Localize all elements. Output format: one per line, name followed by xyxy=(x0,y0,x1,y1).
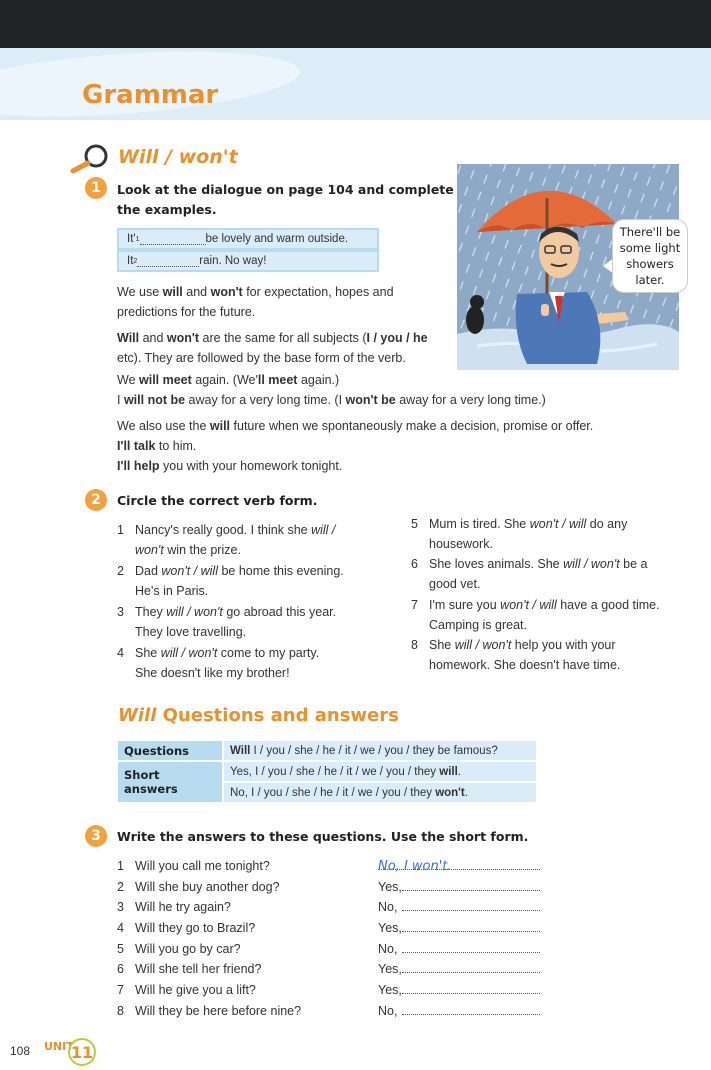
item-number: 4 xyxy=(117,646,124,660)
list-item xyxy=(117,980,547,1001)
answer-field[interactable] xyxy=(402,980,540,994)
bold-text: won't xyxy=(435,786,465,799)
text: I'm sure you xyxy=(429,598,501,612)
text: We also use the xyxy=(117,419,210,433)
text-line xyxy=(411,595,701,615)
short-answers-label: Short answers xyxy=(117,761,223,803)
text: do any xyxy=(586,517,628,531)
item-number: 1 xyxy=(117,523,124,537)
bold-text: Will xyxy=(117,331,140,345)
text-line xyxy=(117,456,593,476)
exercise-2-item xyxy=(117,602,407,642)
exercise-2-item xyxy=(411,595,701,635)
text: They xyxy=(135,605,167,619)
example-box-2 xyxy=(117,250,379,272)
speech-bubble: There'll be some light showers later. xyxy=(612,219,688,293)
text-line xyxy=(117,520,407,540)
text-line xyxy=(411,554,701,574)
no-answer-cell xyxy=(223,782,537,803)
text-line: good vet. xyxy=(429,577,481,591)
text: away for a very long time. (I xyxy=(185,393,346,407)
example-superscript: 2 xyxy=(133,257,138,265)
list-item xyxy=(117,856,547,877)
bold-text: I'll talk xyxy=(117,439,156,453)
item-number: 7 xyxy=(117,983,124,998)
bold-text: will meet xyxy=(139,373,192,387)
list-item xyxy=(117,877,547,898)
text: go abroad this year. xyxy=(222,605,337,619)
bold-text: will xyxy=(162,285,183,299)
text: come to my party. xyxy=(217,646,320,660)
exercise-2-item xyxy=(411,514,701,554)
text: be home this evening. xyxy=(217,564,344,578)
item-number: 4 xyxy=(117,921,124,936)
answer-field[interactable] xyxy=(402,1001,540,1015)
exercise-2-instruction: Circle the correct verb form. xyxy=(117,493,318,508)
text: be a xyxy=(619,557,648,571)
bold-text: will not be xyxy=(123,393,186,407)
text: you with your homework tonight. xyxy=(159,459,343,473)
list-item xyxy=(117,939,547,960)
answer-field[interactable] xyxy=(402,959,540,973)
example-prefix: It xyxy=(127,255,134,267)
exercise-1-instruction xyxy=(117,180,454,220)
text: for expectation, hopes and xyxy=(242,285,394,299)
text-line: Camping is great. xyxy=(429,618,527,632)
unit-label: UNIT xyxy=(44,1040,74,1053)
handwritten-answer: No, I won't. xyxy=(378,859,452,874)
top-dark-bar xyxy=(0,0,711,48)
list-item xyxy=(117,918,547,939)
verb-choice[interactable]: won't / will xyxy=(529,517,587,531)
question-text: Will you go by car? xyxy=(135,941,241,956)
question-text: Will you call me tonight? xyxy=(135,859,270,873)
unit-number: 11 xyxy=(68,1038,96,1066)
questions-label: Questions xyxy=(117,740,223,761)
text-line: predictions for the future. xyxy=(117,305,256,319)
text-line xyxy=(117,436,593,456)
yes-answer-cell xyxy=(223,761,537,782)
bold-text: will xyxy=(209,419,231,433)
text-line xyxy=(117,390,546,410)
question-text: Will he try again? xyxy=(135,900,231,915)
answer-field[interactable] xyxy=(402,877,540,891)
explanation-para-1 xyxy=(117,282,457,322)
text: and xyxy=(182,285,211,299)
question-text: Will they be here before nine? xyxy=(135,1003,302,1018)
text: Nancy's really good. I think she xyxy=(135,523,312,537)
text-line xyxy=(117,602,407,622)
question-text: Will she buy another dog? xyxy=(135,879,280,894)
item-number: 8 xyxy=(411,638,418,652)
text: help you with your xyxy=(511,638,616,652)
exercise-number-3: 3 xyxy=(85,825,107,847)
item-number: 6 xyxy=(117,962,124,977)
verb-choice[interactable]: won't / will xyxy=(161,564,218,578)
text: away for a very long time.) xyxy=(395,393,546,407)
answer-blank[interactable] xyxy=(137,255,199,267)
item-number: 3 xyxy=(117,900,124,915)
bold-text: ll meet xyxy=(257,373,298,387)
section-title-will-wont: Will / won't xyxy=(118,146,238,168)
text: again. (We' xyxy=(191,373,258,387)
text-line: housework. xyxy=(429,537,493,551)
text: . xyxy=(457,765,461,778)
answer-prefix: No, xyxy=(378,900,398,915)
verb-choice[interactable]: will / won't xyxy=(160,646,218,660)
text-line: They love travelling. xyxy=(135,625,247,639)
text: future when we spontaneously make a decision, promise or offer. xyxy=(230,419,594,433)
magnifier-icon xyxy=(70,143,110,175)
text: She loves animals. She xyxy=(429,557,564,571)
text-line xyxy=(117,370,546,390)
answer-prefix: Yes, xyxy=(378,921,402,936)
title-rest: Questions and answers xyxy=(156,705,399,726)
answer-prefix: Yes, xyxy=(378,962,402,977)
example-suffix: be lovely and warm outside. xyxy=(205,233,349,245)
bold-text: won't xyxy=(210,285,243,299)
answer-prefix: No, xyxy=(378,1003,398,1018)
answer-field[interactable] xyxy=(402,897,540,911)
text: are the same for all subjects ( xyxy=(199,331,367,345)
text-line xyxy=(117,328,457,348)
verb-choice[interactable]: won't / will xyxy=(500,598,557,612)
explanation-para-2 xyxy=(117,328,457,368)
example-prefix: It' xyxy=(127,233,136,245)
exercise-2-item xyxy=(117,520,407,560)
table-row xyxy=(117,740,537,761)
question-text: Will they go to Brazil? xyxy=(135,921,256,936)
bold-text: won't be xyxy=(345,393,396,407)
title-italic: Will xyxy=(118,705,157,726)
text-line: homework. She doesn't have time. xyxy=(429,658,621,672)
text: again.) xyxy=(297,373,340,387)
bold-text: will xyxy=(439,765,458,778)
exercise-number-1: 1 xyxy=(85,177,107,199)
answer-prefix: Yes, xyxy=(378,983,402,998)
answer-field[interactable] xyxy=(402,918,540,932)
bold-text: I / you / he xyxy=(366,331,428,345)
item-number: 6 xyxy=(411,557,418,571)
text: I / you / she / he / it / we / you / they be famous? xyxy=(250,744,498,757)
explanation-para-3 xyxy=(117,416,593,476)
instruction-line: Look at the dialogue on page 104 and complete xyxy=(117,182,454,197)
item-number: 5 xyxy=(117,941,124,956)
text-line xyxy=(117,561,407,581)
list-item xyxy=(117,1001,547,1022)
text: . xyxy=(464,786,468,799)
text-line xyxy=(117,540,407,560)
exercise-2-item xyxy=(411,554,701,594)
verb-choice[interactable]: won't xyxy=(135,543,164,557)
text: We use xyxy=(117,285,163,299)
item-number: 5 xyxy=(411,517,418,531)
explanation-examples xyxy=(117,370,546,410)
item-number: 8 xyxy=(117,1003,124,1018)
exercise-3-list xyxy=(117,856,547,1022)
bold-text: won't xyxy=(166,331,200,345)
item-number: 3 xyxy=(117,605,124,619)
text: We xyxy=(117,373,139,387)
text-line: He's in Paris. xyxy=(135,584,209,598)
text: No, I / you / she / he / it / we / you / they xyxy=(230,786,436,799)
item-number: 7 xyxy=(411,598,418,612)
verb-choice[interactable]: will / won't xyxy=(454,638,512,652)
text-line xyxy=(117,643,407,663)
text-line xyxy=(117,282,457,302)
answer-field[interactable] xyxy=(378,856,540,874)
verb-choice[interactable]: will / xyxy=(311,523,336,537)
exercise-2-item xyxy=(117,643,407,683)
text-line xyxy=(117,416,593,436)
example-suffix: rain. No way! xyxy=(199,255,267,267)
item-number: 2 xyxy=(117,564,124,578)
text: win the prize. xyxy=(163,543,241,557)
exercise-3-instruction: Write the answers to these questions. Use the short form. xyxy=(117,829,529,844)
answer-prefix: No, xyxy=(378,941,398,956)
qa-section-title xyxy=(118,705,399,726)
bold-text: Will xyxy=(230,744,251,757)
questions-cell xyxy=(223,740,537,761)
table-row xyxy=(117,761,537,782)
text: Dad xyxy=(135,564,162,578)
bold-text: I'll help xyxy=(117,459,160,473)
text-line xyxy=(411,635,701,655)
verb-choice[interactable]: will / won't xyxy=(563,557,620,571)
text: She xyxy=(135,646,161,660)
list-item xyxy=(117,897,547,918)
text: Mum is tired. She xyxy=(429,517,530,531)
verb-choice[interactable]: will / won't xyxy=(166,605,223,619)
text: I xyxy=(117,393,124,407)
text-line: etc). They are followed by the base form of the verb. xyxy=(117,351,406,365)
text: She xyxy=(429,638,455,652)
item-number: 2 xyxy=(117,879,124,894)
question-text: Will she tell her friend? xyxy=(135,962,262,977)
example-superscript: 1 xyxy=(135,235,140,243)
text: have a good time. xyxy=(556,598,660,612)
answer-field[interactable] xyxy=(402,939,540,953)
example-box-1 xyxy=(117,228,379,250)
page-title: Grammar xyxy=(82,80,219,110)
page-number: 108 xyxy=(10,1044,31,1058)
text: to him. xyxy=(155,439,197,453)
exercise-2-item xyxy=(411,635,701,675)
text: and xyxy=(139,331,167,345)
instruction-line: the examples. xyxy=(117,202,217,217)
answer-prefix: Yes, xyxy=(378,879,402,894)
questions-answers-table xyxy=(116,739,538,804)
item-number: 1 xyxy=(117,859,124,873)
text: Yes, I / you / she / he / it / we / you / they xyxy=(230,765,440,778)
exercise-2-item xyxy=(117,561,407,601)
answer-blank[interactable] xyxy=(140,233,206,245)
text-line: She doesn't like my brother! xyxy=(135,666,290,680)
list-item xyxy=(117,959,547,980)
text-line xyxy=(411,514,701,534)
question-text: Will he give you a lift? xyxy=(135,983,256,998)
exercise-number-2: 2 xyxy=(85,489,107,511)
